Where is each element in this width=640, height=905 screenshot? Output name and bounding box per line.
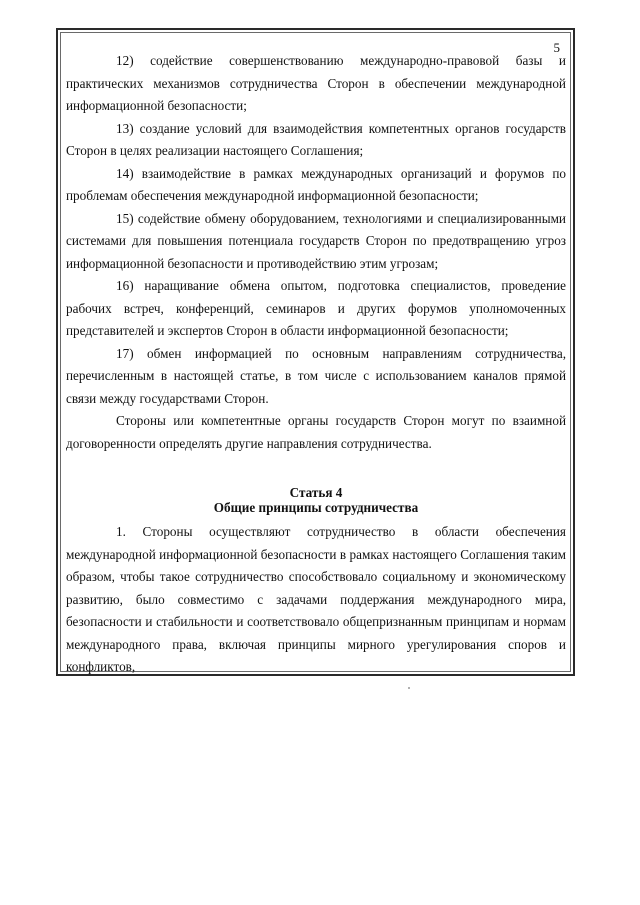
article-title: Общие принципы сотрудничества (213, 500, 419, 515)
paragraph-item-13: 13) создание условий для взаимодействия компетентных органов государств Сторон в целях реализации настоящего Соглашения; (66, 120, 566, 158)
paragraph-item-14: 14) взаимодействие в рамках международных организаций и форумов по проблемам обеспечения международной информационной безопасности; (66, 165, 566, 203)
paragraph-item-12: 12) содействие совершенствованию международно-правовой базы и практических механизмов сотрудничества Сторон в обеспечении международной информационной безопасности; (66, 53, 566, 113)
document-body (66, 50, 566, 679)
paragraph-item-17: 17) обмен информацией по основным направлениям сотрудничества, перечисленным в настоящей статье, в том числе с использованием каналов прямой связи между государствами Сторон. (66, 345, 566, 406)
paragraph-item-15: 15) содействие обмену оборудованием, технологиями и специализированными системами для повышения потенциала государств Сторон по предотвращению угроз информационной безопасности и противодействию этим угрозам; (66, 210, 566, 271)
article-heading (66, 485, 566, 515)
article-number: Статья 4 (289, 485, 343, 500)
page-number: 5 (553, 40, 560, 55)
article-paragraph-1: 1. Стороны осуществляют сотрудничество в области обеспечения международной информационной безопасности в рамках настоящего Соглашения таким образом, чтобы такое сотрудничество способствовало социальному и экономическому развитию, было совместимо с задачами поддержания международного мира, безопасности и стабильности и соответствовало общепризнанным принципам и нормам международного права, включая принципы мирного урегулирования споров и конфликтов, (66, 524, 566, 674)
paragraph-item-16: 16) наращивание обмена опытом, подготовка специалистов, проведение рабочих встреч, конференций, семинаров и других форумов уполномоченных представителей и экспертов Сторон в области информационной безопасности; (66, 278, 566, 338)
scan-speck (408, 687, 410, 689)
paragraph-other-directions: Стороны или компетентные органы государств Сторон могут по взаимной договоренности определять другие направления сотрудничества. (66, 413, 566, 451)
